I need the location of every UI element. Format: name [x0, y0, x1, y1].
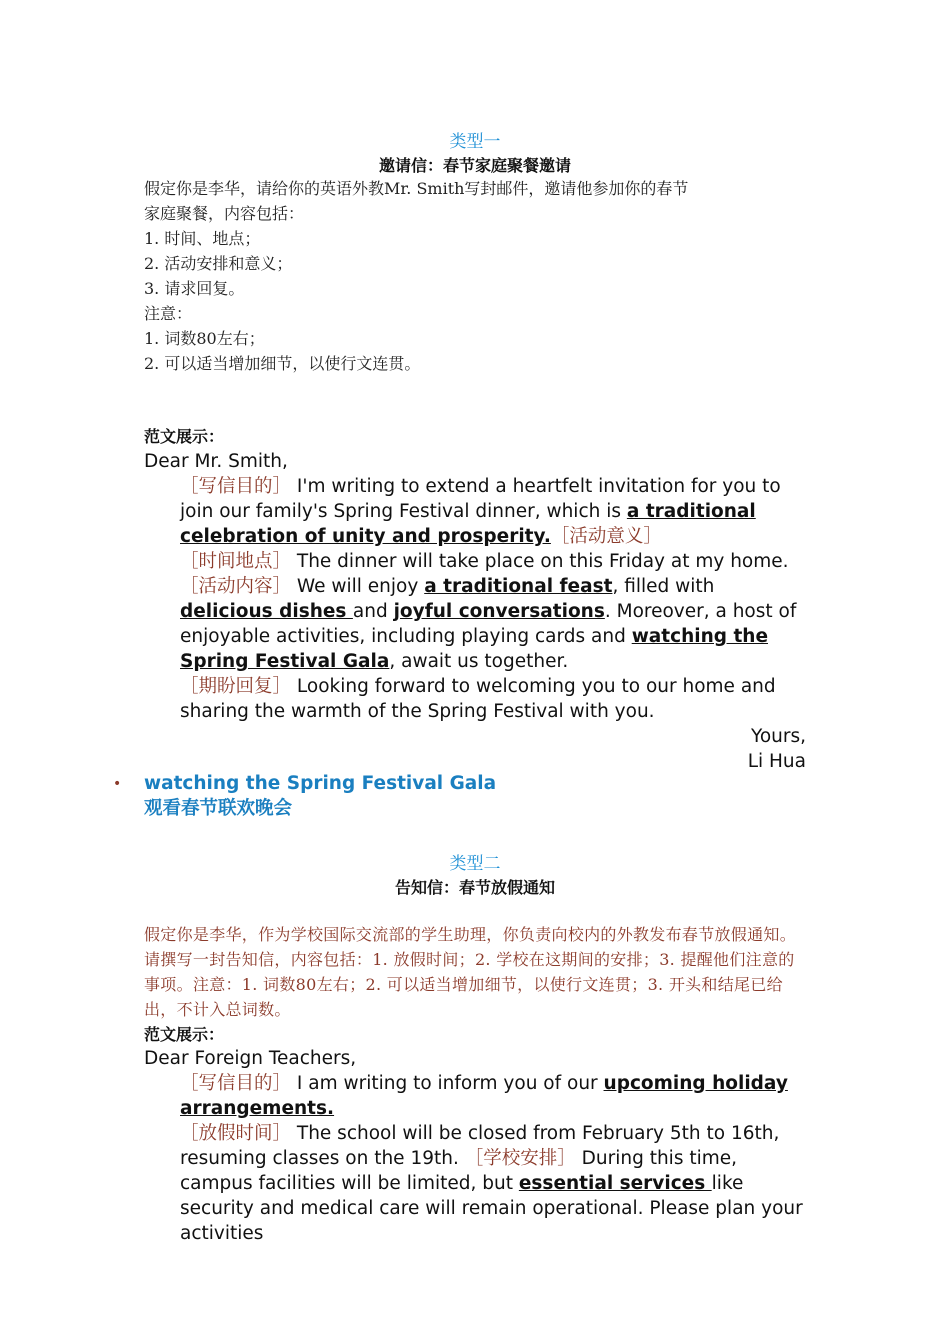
paragraph-tag: ［活动意义］	[550, 526, 662, 547]
highlight-phrase: joyful conversations	[393, 601, 605, 622]
highlight-phrase: essential services	[518, 1173, 712, 1194]
essay-paragraph-1	[144, 1071, 806, 1121]
essay-text: I am writing to inform you of our	[291, 1073, 604, 1094]
prompt-line: 3. 请求回复。	[144, 279, 245, 298]
essay-text: Looking forward to welcoming you to our home and sharing the warmth of the Spring Festival with you.	[180, 676, 776, 722]
vocab-english: watching the Spring Festival Gala	[144, 773, 497, 794]
highlight-phrase: delicious dishes	[180, 601, 353, 622]
highlight-phrase: a traditional feast	[424, 576, 613, 597]
essay-text: . Moreover, a host of enjoyable activities, including playing cards and	[180, 601, 797, 647]
type2-prompt: 假定你是李华，作为学校国际交流部的学生助理，你负责向校内的外教发布春节放假通知。请撰写一封告知信，内容包括：1. 放假时间；2. 学校在这期间的安排；3. 提醒他们注意的事项。注意：1. 词数80左右；2. 可以适当增加细节，以使行文连贯；3. 开头和结尾已给出，不计入总词数。	[144, 925, 797, 1019]
prompt-line: 注意：	[144, 304, 193, 323]
type1-prompt	[144, 176, 806, 376]
essay-greeting: Dear Foreign Teachers,	[144, 1048, 357, 1069]
highlight-phrase: a traditional celebration of unity and prosperity.	[180, 501, 756, 547]
paragraph-tag: ［活动内容］	[180, 576, 292, 597]
essay-text: We will enjoy	[291, 576, 425, 597]
prompt-line: 1. 词数80左右；	[144, 329, 265, 348]
paragraph-tag: ［期盼回复］	[180, 676, 292, 697]
prompt-line: 2. 活动安排和意义；	[144, 254, 293, 273]
type1-heading: 类型一	[449, 132, 501, 152]
essay-text: , filled with	[612, 576, 715, 597]
essay-paragraph-2	[144, 1121, 806, 1246]
vocab-item	[144, 771, 496, 821]
paragraph-tag: ［学校安排］	[464, 1148, 576, 1169]
paragraph-tag: ［写信目的］	[180, 1073, 292, 1094]
essay-paragraph-2	[144, 549, 806, 674]
essay-paragraph-3	[144, 674, 806, 724]
vocab-chinese: 观看春节联欢晚会	[144, 798, 293, 819]
highlight-phrase: watching the Spring Festival Gala	[180, 626, 768, 672]
paragraph-tag: ［放假时间］	[180, 1123, 292, 1144]
essay-text: like security and medical care will remain operational. Please plan your activities	[180, 1173, 803, 1244]
type1-essay	[144, 449, 806, 774]
type1-subheading: 邀请信：春节家庭聚餐邀请	[378, 156, 571, 175]
essay-greeting: Dear Mr. Smith,	[144, 451, 288, 472]
type2-heading: 类型二	[449, 854, 501, 874]
essay-text: During this time, campus facilities will be limited, but	[180, 1148, 738, 1194]
essay-closing: Yours,	[750, 726, 806, 747]
essay-text: I'm writing to extend a heartfelt invitation for you to join our family's Spring Festival dinner, which is	[180, 476, 781, 522]
prompt-line: 1. 时间、地点；	[144, 229, 261, 248]
essay-paragraph-1	[144, 474, 806, 549]
essay-text: and	[352, 601, 394, 622]
essay-text: , await us together.	[389, 651, 569, 672]
paragraph-tag: ［写信目的］	[180, 476, 292, 497]
prompt-line: 2. 可以适当增加细节，以使行文连贯。	[144, 354, 421, 373]
type2-sample-label: 范文展示：	[144, 1025, 225, 1044]
highlight-phrase: upcoming holiday arrangements.	[180, 1073, 788, 1119]
bullet-icon: •	[113, 776, 122, 792]
essay-text: The dinner will take place on this Friday at my home.	[291, 551, 789, 572]
essay-text: The school will be closed from February 5th to 16th, resuming classes on the 19th.	[180, 1123, 780, 1169]
type1-sample-label: 范文展示：	[144, 427, 225, 446]
prompt-line: 假定你是李华，请给你的英语外教Mr. Smith写封邮件，邀请他参加你的春节	[144, 179, 689, 198]
type2-subheading: 告知信：春节放假通知	[394, 878, 555, 897]
essay-signature: Li Hua	[747, 751, 806, 772]
prompt-line: 家庭聚餐，内容包括：	[144, 204, 305, 223]
paragraph-tag: ［时间地点］	[180, 551, 292, 572]
type2-essay	[144, 1046, 806, 1246]
